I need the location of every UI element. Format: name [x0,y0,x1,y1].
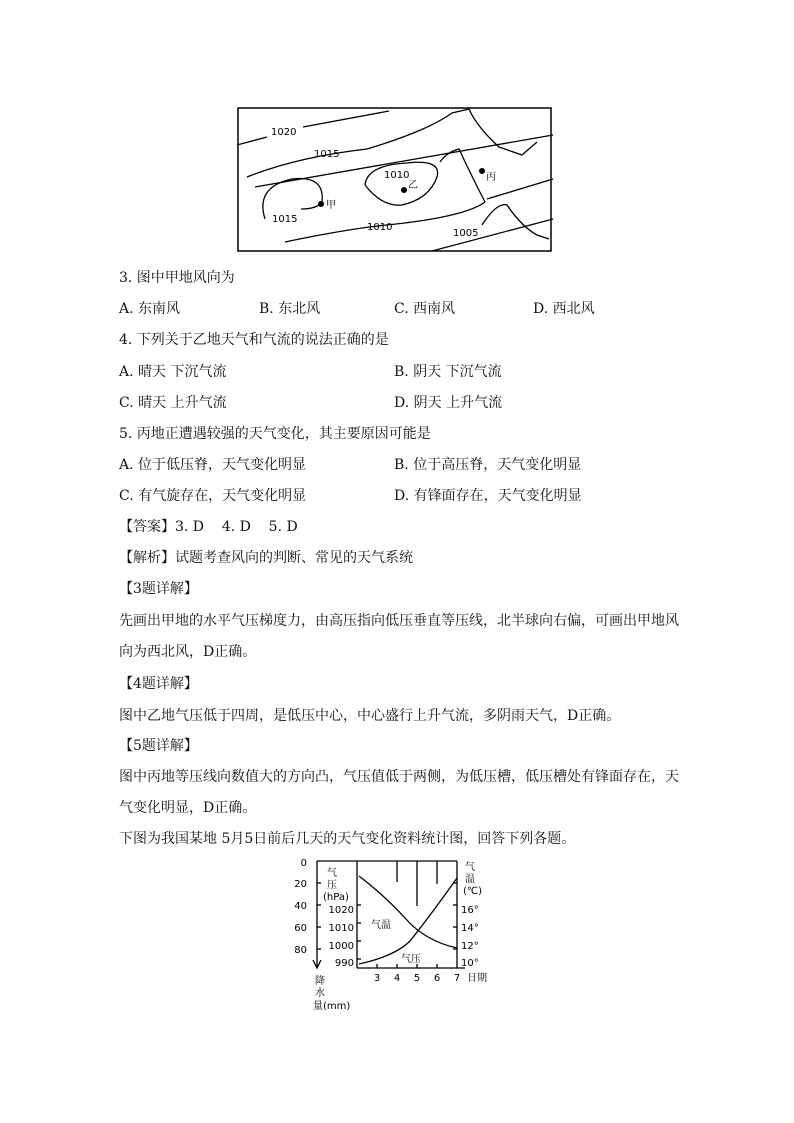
q4-option-a: A. 晴天 下沉气流 [119,364,227,380]
temp-tick-12: 12° [461,941,479,952]
answer-line: 【答案】3. D 4. D 5. D [119,519,298,535]
detail-3-text: 先画出甲地的水平气压梯度力，由高压指向低压垂直等压线，北半球向右偏，可画出甲地风向为西北风，D正确。 [119,613,679,660]
detail-5-text: 图中丙地等压线向数值大的方向凸，气压值低于两侧，为低压槽，低压槽处有锋面存在，天气变化明显，D正确。 [119,769,679,816]
temp-tick-16: 16° [461,905,479,916]
pressure-tick-1000: 1000 [328,941,354,952]
q4-option-c: C. 晴天 上升气流 [119,395,227,411]
temperature-curve-label: 气温 [371,920,391,931]
pressure-curve-label: 气压 [401,954,421,965]
temp-label-2: 温 [465,874,475,885]
x-tick-6: 6 [433,973,441,984]
temp-label-3: (℃) [463,886,483,897]
x-tick-4: 4 [393,973,401,984]
q5-option-b: B. 位于高压脊，天气变化明显 [394,457,582,473]
point-jia [318,201,324,207]
detail-5-title: 【5题详解】 [119,738,198,754]
pressure-label-2: 压 [327,880,337,891]
isobar-label-1015-upper: 1015 [314,149,340,160]
pressure-label-3: (hPa) [323,892,349,903]
x-tick-5: 5 [413,973,421,984]
isobar-label-1010-inner: 1010 [384,170,410,181]
point-bing [479,168,485,174]
analysis-line: 【解析】试题考查风向的判断、常见的天气系统 [119,550,413,566]
q5-option-a: A. 位于低压脊，天气变化明显 [119,457,307,473]
pressure-tick-1020: 1020 [328,905,354,916]
isobar-label-1010-lower: 1010 [367,222,393,233]
isobar-label-1005: 1005 [453,228,479,239]
precip-label-3: 量(mm) [313,1001,351,1012]
detail-3-title: 【3题详解】 [119,581,198,597]
x-tick-7: 7 [453,973,461,984]
isobar-map [237,107,555,253]
question-3-stem: 3. 图中甲地风向为 [119,270,235,286]
precip-tick-0: 0 [300,858,307,869]
precip-tick-20: 20 [294,879,307,890]
q3-option-c: C. 西南风 [394,301,456,317]
isobar-1020-upper [303,111,389,127]
place-jia: 甲 [326,200,336,211]
detail-4-text: 图中乙地气压低于四周，是低压中心，中心盛行上升气流，多阴雨天气，D正确。 [119,708,621,724]
q3-option-d: D. 西北风 [533,301,595,317]
q5-option-d: D. 有锋面存在，天气变化明显 [394,488,582,504]
q5-option-c: C. 有气旋存在，天气变化明显 [119,488,307,504]
point-yi [401,187,407,193]
question-5-stem: 5. 丙地正遭遇较强的天气变化，其主要原因可能是 [119,426,431,442]
isobar-1020-lower [237,137,267,145]
intro-line: 下图为我国某地 5月5日前后几天的天气变化资料统计图，回答下列各题。 [119,831,576,847]
temp-tick-14: 14° [461,923,479,934]
q4-option-b: B. 阴天 下沉气流 [394,364,502,380]
q3-option-a: A. 东南风 [119,301,181,317]
x-axis-label: 日期 [467,973,487,984]
place-yi: 乙 [408,180,418,191]
pressure-tick-1010: 1010 [328,923,354,934]
temp-label-1: 气 [465,862,475,873]
isobar-label-1020: 1020 [271,127,297,138]
temp-tick-10: 10° [461,958,479,969]
pressure-label-1: 气 [327,868,337,879]
precip-label-1: 降 [315,976,325,987]
isobar-label-1015-lower: 1015 [272,214,298,225]
long-line-3 [432,219,553,251]
place-bing: 丙 [486,172,496,183]
x-tick-3: 3 [373,973,381,984]
q4-option-d: D. 阴天 上升气流 [394,395,503,411]
long-line-2 [487,179,553,199]
isobar-1005 [482,205,549,239]
weather-chart [285,856,510,1021]
pressure-tick-990: 990 [334,958,354,969]
precip-tick-40: 40 [294,901,307,912]
q3-option-b: B. 东北风 [259,301,321,317]
question-4-stem: 4. 下列关于乙地天气和气流的说法正确的是 [119,332,389,348]
isobar-1015-top [247,109,537,177]
precip-label-2: 水 [315,988,325,999]
isobar-1010-inner [365,162,438,205]
precip-tick-80: 80 [294,945,307,956]
precip-tick-60: 60 [294,923,307,934]
detail-4-title: 【4题详解】 [119,676,198,692]
pressure-curve [359,876,457,948]
